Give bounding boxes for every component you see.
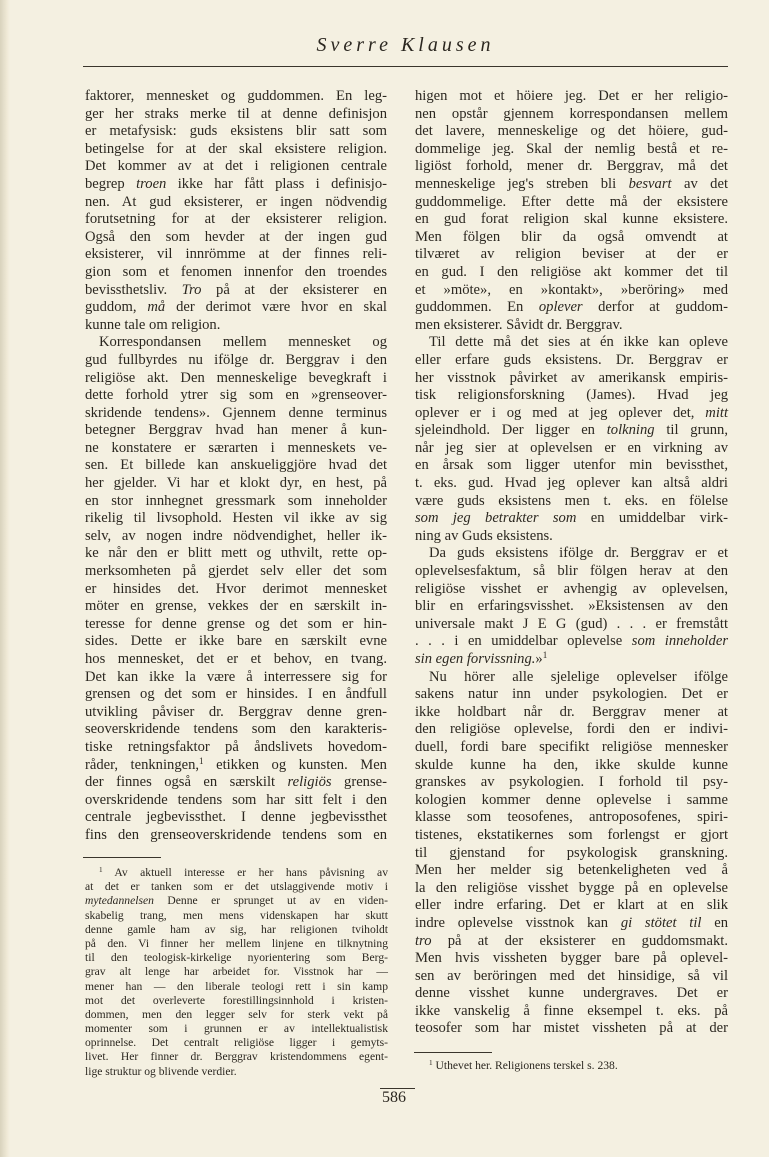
text-run: overskridende tendens som har sitt felt i den xyxy=(85,791,387,808)
text-line xyxy=(415,792,728,810)
text-run: selv, av nogen indre nödvendighet, heller ik- xyxy=(85,527,387,544)
left-footnote xyxy=(85,866,388,1079)
text-line xyxy=(85,299,387,317)
text-line xyxy=(415,1003,728,1021)
header-rule xyxy=(83,66,728,67)
text-run: men eksisterer. Såvidt dr. Berggrav. xyxy=(415,316,623,333)
text-run: faktorer, mennesket og guddommen. En leg- xyxy=(85,88,387,104)
text-run: en gud forat religion skal kunne eksistere. xyxy=(415,211,728,228)
footnote-marker: 1 xyxy=(542,650,548,661)
text-line xyxy=(85,141,387,159)
right-column xyxy=(415,88,728,1038)
text-run: lige struktur og blivende verdier. xyxy=(85,1064,237,1078)
text-run: skridende tendens». Gjennem denne terminus xyxy=(85,404,387,421)
text-line xyxy=(85,211,387,229)
text-line xyxy=(415,141,728,159)
text-run: en gud. I den religiöse akt kommer det til xyxy=(415,263,728,280)
text-line xyxy=(415,352,728,370)
text-line xyxy=(85,909,388,923)
emphasis: besvart xyxy=(628,175,672,192)
text-line xyxy=(85,951,388,965)
text-line xyxy=(85,1036,388,1050)
text-run: Denne er sprunget ut av en viden- xyxy=(153,894,388,908)
text-run: en årsak som ligger utenfor min bevissthet, xyxy=(415,457,728,474)
emphasis: Tro xyxy=(181,281,202,298)
text-run: ke når den er blitt mett og uthvilt, rette op- xyxy=(85,545,387,562)
text-line xyxy=(85,282,387,300)
text-run: er hinsides det. Hvor derimot mennesket xyxy=(85,580,387,597)
text-line xyxy=(415,686,728,704)
text-run: betegner Berggrav hvad han mener å kun- xyxy=(85,422,387,439)
emphasis: må xyxy=(147,299,166,316)
text-run: tisk religionsforskning (James). Hvad jeg xyxy=(415,387,728,404)
text-line xyxy=(85,194,387,212)
text-run: eller erfare guds eksistens. Dr. Berggrav er xyxy=(415,351,728,368)
text-line xyxy=(415,845,728,863)
text-run: betingelse for at der skal eksistere religion. xyxy=(85,140,387,157)
text-line xyxy=(85,894,388,908)
text-line xyxy=(415,633,728,651)
footnote-rule xyxy=(414,1052,492,1053)
text-line xyxy=(85,563,387,581)
text-run: » xyxy=(535,651,543,667)
text-line xyxy=(85,317,387,335)
text-run: til den teologisk-kirkelige nyorientering som Berg- xyxy=(85,951,388,965)
emphasis: oplever xyxy=(538,299,583,316)
text-line xyxy=(85,923,388,937)
emphasis: religiös xyxy=(287,774,332,791)
emphasis: tolkning xyxy=(606,422,655,439)
text-line xyxy=(85,176,387,194)
text-line xyxy=(415,581,728,599)
text-line xyxy=(415,598,728,616)
text-line xyxy=(85,334,387,352)
text-line xyxy=(415,264,728,282)
text-run: Men her melder sig betenkeligheten ved å xyxy=(415,862,728,879)
text-line xyxy=(85,493,387,511)
text-run: gud fullbyrdes nu ifölge dr. Berggrav i den xyxy=(85,351,387,368)
text-run: mener han — den liberale teologi rett i sin kamp xyxy=(85,979,388,993)
text-run: t. eks. gud. Hvad jeg oplever kan altså aldri xyxy=(415,475,728,492)
text-line xyxy=(85,1022,388,1036)
text-run: ikke vanskelig å finne eksempel t. eks. på xyxy=(415,1002,728,1019)
text-run: mot det overleverte forestillingsinnhold i kristen- xyxy=(85,993,388,1007)
text-line xyxy=(85,994,388,1008)
text-run: forutsetning for at der eksisterer religion. xyxy=(85,211,387,228)
text-run: teosofer som har mistet vissheten på at der xyxy=(415,1020,728,1037)
text-line xyxy=(415,757,728,775)
text-run: Uthevet her. Religionens terskel s. 238. xyxy=(432,1059,618,1072)
text-line xyxy=(85,937,388,951)
text-run: denne visshet kunne undergraves. Det er xyxy=(415,985,728,1002)
text-run: derfor at guddom- xyxy=(582,299,729,316)
text-line xyxy=(415,985,728,1003)
text-line xyxy=(415,968,728,986)
paragraph xyxy=(415,334,728,545)
text-line xyxy=(85,980,388,994)
paragraph xyxy=(415,88,728,334)
text-line xyxy=(85,387,387,405)
text-line xyxy=(85,264,387,282)
text-line xyxy=(415,370,728,388)
text-run: råder, tenkningen, xyxy=(85,756,200,773)
text-run: etikken og kunsten. Men xyxy=(203,756,387,773)
text-run: Av aktuell interesse er her hans påvisning av xyxy=(102,866,388,879)
text-line xyxy=(85,457,387,475)
text-line xyxy=(415,299,728,317)
text-line xyxy=(415,721,728,739)
text-run: på den. Vi finner her mellem linjene en tilknytning xyxy=(85,936,388,950)
text-run: la den religiöse visshet bygge på en oplevelse xyxy=(415,879,728,896)
text-run: sen av beröringen med det hinsidige, så vil xyxy=(415,967,728,984)
text-line xyxy=(85,352,387,370)
text-line xyxy=(415,493,728,511)
text-run: nen. At gud eksisterer, er ingen nödvendig xyxy=(85,193,387,210)
text-run: klasse som teosofenes, antroposofenes, spiri- xyxy=(415,809,728,826)
text-line xyxy=(415,475,728,493)
text-run: dommen, men den legger selv for sterk vekt på xyxy=(85,1007,388,1021)
emphasis: gi stötet til xyxy=(620,914,702,931)
text-run: seoverskridende tendens som den karakteris- xyxy=(85,721,387,738)
text-line xyxy=(85,651,387,669)
text-run: livet. Her finner dr. Berggrav kristendommens egent- xyxy=(85,1050,388,1064)
text-run: tilværet av religion beviser at der er xyxy=(415,246,728,263)
text-run: her visstnok påvirket av amerikansk empiris- xyxy=(415,369,728,386)
paragraph xyxy=(85,866,388,1079)
paragraph xyxy=(415,1059,728,1073)
text-run: Da guds eksistens ifölge dr. Berggrav er et xyxy=(429,545,728,562)
text-run: begrep xyxy=(85,175,137,192)
text-line xyxy=(85,866,388,880)
text-line xyxy=(415,317,728,335)
text-line xyxy=(415,457,728,475)
text-run: grense- xyxy=(331,774,387,791)
text-run: menneskelige jeg's streben bli xyxy=(415,175,629,192)
text-line xyxy=(415,282,728,300)
text-line xyxy=(85,1065,388,1079)
text-line xyxy=(85,123,387,141)
text-line xyxy=(415,616,728,634)
text-run: tistenes, ekstatikernes som forlengst er gjort xyxy=(415,826,728,843)
emphasis: mitt xyxy=(705,404,728,421)
emphasis: som inneholder xyxy=(631,633,728,650)
text-run: den religiöse oplevelse, fordi den er indivi- xyxy=(415,721,728,738)
text-run: grensen og det som er hinsides. I en åndfull xyxy=(85,686,387,703)
text-run: denne gamle ham av sig, har religionen tviholdt xyxy=(85,922,388,936)
text-line xyxy=(85,616,387,634)
text-line xyxy=(415,774,728,792)
text-run: ikke holdbart når dr. Berggrav mener at xyxy=(415,703,728,720)
text-run: granskes av psykologien. I forhold til psy- xyxy=(415,774,728,791)
text-line xyxy=(85,965,388,979)
text-line xyxy=(415,669,728,687)
text-run: Til dette må det sies at én ikke kan opleve xyxy=(429,334,728,351)
paragraph xyxy=(415,669,728,1038)
text-run: blir en erfaringsvisshet. »Eksistensen av den xyxy=(415,598,728,615)
text-line xyxy=(85,633,387,651)
text-run: tiske retningsfaktor på åndslivets hovedom- xyxy=(85,738,387,755)
text-run: guddommen. En xyxy=(415,299,539,316)
text-line xyxy=(85,88,387,106)
text-run: et »möte», en »kontakt», »beröring» med xyxy=(415,281,728,298)
text-run: sakens natur inn under psykologien. Det er xyxy=(415,686,728,703)
text-run: oplevelsesfaktum, så blir fölgen herav at den xyxy=(415,563,728,580)
text-run: eller indre erfaring. Det er klart at en slik xyxy=(415,897,728,914)
text-line xyxy=(85,246,387,264)
text-run: ne konstatere er særarten i menneskets ve- xyxy=(85,439,387,456)
text-run: her gjelder. Vi har et klokt dyr, en hest, på xyxy=(85,475,387,492)
text-line xyxy=(85,158,387,176)
left-column xyxy=(85,88,387,845)
text-line xyxy=(415,176,728,194)
text-line xyxy=(85,229,387,247)
text-line xyxy=(415,422,728,440)
text-run: merksomheten på gjerdet selv eller det som xyxy=(85,563,387,580)
text-run: ning av Guds eksistens. xyxy=(415,527,553,544)
text-run: Det kommer av at det i religionen centrale xyxy=(85,158,387,175)
text-line xyxy=(415,880,728,898)
emphasis: troen xyxy=(136,175,167,192)
text-run: sjeleindhold. Der ligger en xyxy=(415,422,607,439)
text-run: der finnes også en særskilt xyxy=(85,774,288,791)
text-line xyxy=(85,545,387,563)
text-line xyxy=(85,598,387,616)
text-line xyxy=(415,194,728,212)
text-line xyxy=(415,88,728,106)
text-run: nen opstår gjennem korrespondansen mellem xyxy=(415,105,728,122)
text-line xyxy=(85,704,387,722)
text-run: på at der eksisterer en guddomsmakt. xyxy=(431,932,728,949)
text-line xyxy=(85,669,387,687)
text-run: oplever er i og med at jeg oplever det, xyxy=(415,404,706,421)
text-run: en stor innhegnet gressmark som inneholder xyxy=(85,492,387,509)
text-run: religiöse visshet er avhengig av oplevelsen, xyxy=(415,580,728,597)
text-run: higen mot et höiere jeg. Det er her religio- xyxy=(415,88,728,104)
text-line xyxy=(85,686,387,704)
text-run: det lavere, menneskelige og det höiere, gud- xyxy=(415,123,728,140)
text-run: en umiddelbar virk- xyxy=(576,510,728,527)
text-run: Nu hörer alle sjelelige oplevelser ifölge xyxy=(429,668,728,685)
text-run: bevissthetsliv. xyxy=(85,281,182,298)
text-run: momenter som i grunnen er av intellektualistisk xyxy=(85,1022,388,1036)
text-run: når jeg sier at oplevelsen er en virkning av xyxy=(415,439,728,456)
text-run: gion som et fenomen innenfor den troendes xyxy=(85,263,387,280)
text-run: grav alt lenge har arbeidet for. Visstnok har — xyxy=(85,965,388,979)
paragraph xyxy=(415,545,728,668)
text-line xyxy=(415,651,728,669)
text-line xyxy=(415,950,728,968)
text-line xyxy=(85,370,387,388)
page-number: 586 xyxy=(382,1089,406,1106)
text-line xyxy=(415,405,728,423)
footnote-marker: 1 xyxy=(429,1059,433,1068)
text-line xyxy=(415,704,728,722)
text-line xyxy=(85,528,387,546)
text-run: kologien kommer denne oplevelse i samme xyxy=(415,791,728,808)
text-run: at det er tanken som er det utslaggivende motiv i xyxy=(85,880,388,894)
text-line xyxy=(415,827,728,845)
text-run: sides. Dette er ikke bare en særskilt evne xyxy=(85,633,387,650)
text-line xyxy=(85,422,387,440)
text-line xyxy=(85,757,387,775)
text-run: centrale jegbevissthet. I denne jegbevissthet xyxy=(85,809,387,826)
text-line xyxy=(415,1059,728,1073)
text-line xyxy=(415,862,728,880)
text-run: dommelige jeg. Skal der nemlig bestå et re- xyxy=(415,140,728,157)
text-line xyxy=(415,211,728,229)
text-run: der derimot være hvor en skal xyxy=(165,299,387,316)
text-line xyxy=(415,387,728,405)
text-line xyxy=(85,827,387,845)
text-line xyxy=(85,405,387,423)
footnote-marker: 1 xyxy=(99,866,103,875)
text-run: guddommelige. Efter dette må der eksistere xyxy=(415,193,728,210)
text-line xyxy=(85,581,387,599)
text-line xyxy=(415,158,728,176)
text-run: ger her straks merke til at denne definisjon xyxy=(85,105,387,122)
text-line xyxy=(415,246,728,264)
text-run: indre oplevelse visstnok kan xyxy=(415,914,621,931)
text-line xyxy=(85,106,387,124)
text-line xyxy=(415,739,728,757)
text-line xyxy=(85,1008,388,1022)
text-line xyxy=(415,528,728,546)
text-line xyxy=(415,915,728,933)
text-line xyxy=(415,545,728,563)
text-line xyxy=(415,123,728,141)
text-run: Også den som hevder at der ingen gud xyxy=(85,228,387,245)
footnote-rule xyxy=(83,857,161,858)
text-run: guddom, xyxy=(85,299,148,316)
text-run: være guds eksistens men t. eks. en fölelse xyxy=(415,492,728,509)
text-line xyxy=(415,510,728,528)
text-run: dette forhold ytrer sig som en »grenseover- xyxy=(85,387,387,404)
text-line xyxy=(415,563,728,581)
text-run: oprinnelse. Det centralt religiöse ligger i gemyts- xyxy=(85,1036,388,1050)
text-line xyxy=(415,440,728,458)
text-line xyxy=(85,721,387,739)
text-run: utvikling påviser dr. Berggrav denne gren- xyxy=(85,703,387,720)
text-run: kunne tale om religion. xyxy=(85,316,221,333)
text-line xyxy=(85,739,387,757)
text-run: . . . i en umiddelbar oplevelse xyxy=(415,633,632,650)
paragraph xyxy=(85,334,387,844)
text-run: duell, fordi bare specifikt religiöse mennesker xyxy=(415,738,728,755)
emphasis: sin egen forvissning. xyxy=(415,651,536,667)
text-run: til grunn, xyxy=(654,422,728,439)
text-run: rikelig til livsophold. Hesten vil ikke av sig xyxy=(85,510,387,527)
text-line xyxy=(85,774,387,792)
text-run: sen. Et billede kan anskueliggjöre hvad det xyxy=(85,457,387,474)
emphasis: mytedannelsen xyxy=(85,894,154,908)
text-run: eksisterer, vil innrömme at der finnes reli- xyxy=(85,246,387,263)
text-line xyxy=(85,880,388,894)
text-run: möter en grense, vekkes der en særskilt in- xyxy=(85,598,387,615)
text-line xyxy=(85,1050,388,1064)
text-line xyxy=(415,334,728,352)
text-run: skulde kunne ha den, ikke skulde kunne xyxy=(415,756,728,773)
text-line xyxy=(85,440,387,458)
page-edge-shadow xyxy=(0,0,10,1157)
text-run: Men fölgen blir da også omvendt at xyxy=(415,228,728,245)
text-line xyxy=(415,809,728,827)
text-run: en xyxy=(701,914,728,931)
text-run: skabelig trang, men mens videnskapen har skutt xyxy=(85,908,388,922)
text-line xyxy=(415,897,728,915)
text-line xyxy=(415,229,728,247)
text-run: Det kan ikke la være å interressere sig for xyxy=(85,668,387,685)
right-footnote xyxy=(415,1059,728,1073)
text-run: Men hvis vissheten bygger bare på oplevel- xyxy=(415,950,728,967)
text-run: ikke har fått plass i definisjo- xyxy=(166,175,387,192)
text-run: Korrespondansen mellem mennesket og xyxy=(99,334,387,351)
text-line xyxy=(85,475,387,493)
text-run: teresse for denne grense og det som er hin- xyxy=(85,615,387,632)
text-run: til gjenstand for psykologisk granskning. xyxy=(415,844,728,861)
text-line xyxy=(415,106,728,124)
text-run: hos mennesket, det er et behov, en tvang. xyxy=(85,651,387,667)
text-run: fins den grenseoverskridende tendens som en xyxy=(85,826,387,843)
text-run: av det xyxy=(671,175,728,192)
text-run: ligiöst forhold, mener dr. Berggrav, må det xyxy=(415,158,728,175)
text-run: religiöse akt. Den menneskelige bevegkraft i xyxy=(85,369,387,386)
emphasis: som jeg betrakter som xyxy=(415,510,577,527)
footnote-marker: 1 xyxy=(199,755,204,766)
emphasis: tro xyxy=(415,932,432,949)
text-line xyxy=(85,792,387,810)
text-run: er metafysisk: guds eksistens blir satt som xyxy=(85,123,387,140)
text-run: universale makt J E G (gud) . . . er fremstått xyxy=(415,615,728,632)
text-line xyxy=(85,510,387,528)
text-line xyxy=(85,809,387,827)
paragraph xyxy=(85,88,387,334)
running-header: Sverre Klausen xyxy=(316,34,495,56)
text-run: på at der eksisterer en xyxy=(201,281,387,298)
text-line xyxy=(415,1020,728,1038)
text-line xyxy=(415,933,728,951)
